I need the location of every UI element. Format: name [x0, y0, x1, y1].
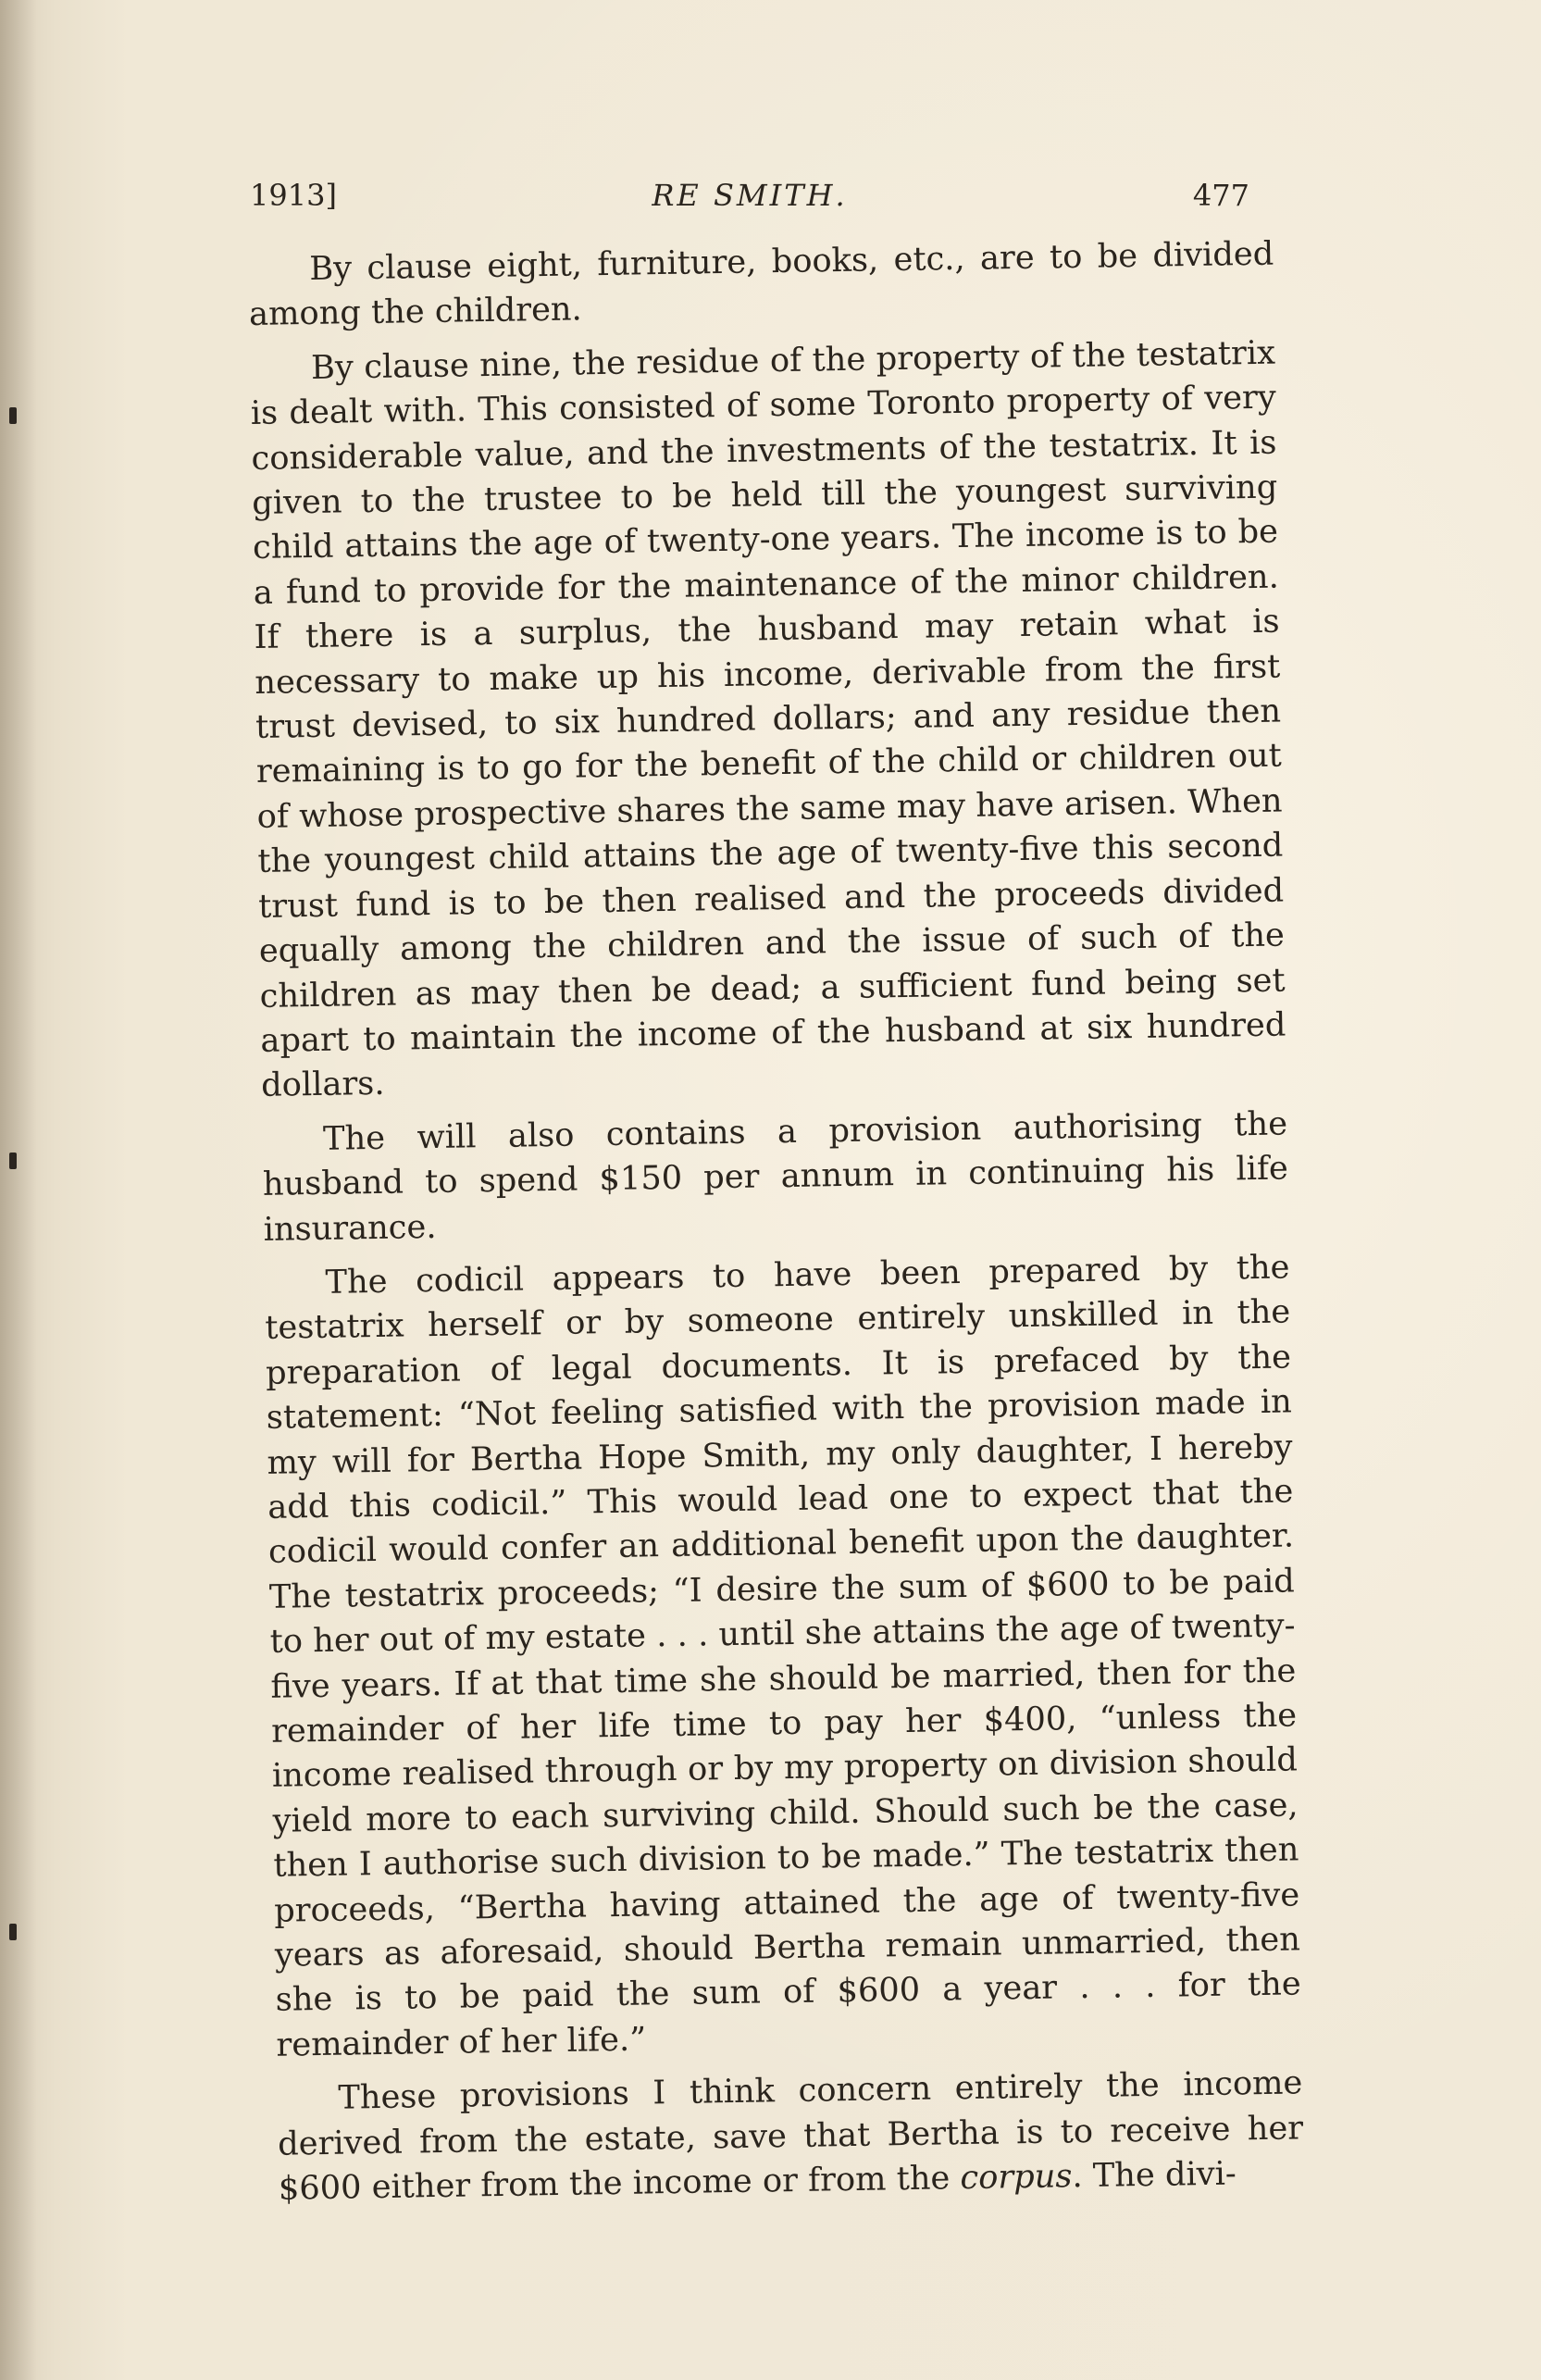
- header-year: 1913]: [250, 178, 337, 213]
- paragraph-clause-eight: By clause eight, furniture, books, etc., are to be divided among the children.: [248, 234, 1274, 334]
- running-header: [250, 178, 1249, 226]
- edge-mark: [9, 1153, 17, 1169]
- corpus-term: corpus: [960, 2157, 1073, 2198]
- provisions-text: These provisions I think concern entirely the income derived from the estate, save that Bertha is to receive her $600 either from the income or from the: [277, 2063, 1304, 2208]
- page-number: 477: [1192, 178, 1249, 213]
- paragraph-codicil: The codicil appears to have been prepared by the testatrix herself or by someone entirely unskilled in the preparation of legal documents. It is prefaced by the statement: “Not feeling satisfied with the provision made in my will for Bertha Hope Smith, my only daughter, I hereby add this codicil.” This would lead one to expect that the codicil would confer an additional benefit upon the daughter. The testatrix proceeds; “I desire the sum of $600 to be paid to her out of my estate . . . until she attains the age of twenty-five years. If at that time she should be married, then for the remainder of her life time to pay her $400, “unless the income realised through or by my property on division should yield more to each surviving child. Should such be the case, then I authorise such division to be made.” The testatrix then proceeds, “Bertha having attained the age of twenty-five years as aforesaid, should Bertha remain unmarried, then she is to be paid the sum of $600 a year . . . for the remainder of her life.”: [265, 1248, 1301, 2064]
- provisions-text-end: . The divi-: [1072, 2154, 1237, 2196]
- paragraph-clause-nine: By clause nine, the residue of the property of the testatrix is dealt with. This consisted of some Toronto property of very considerable value, and the investments of the testatrix. It is given to the trustee to be held till the youngest surviving child attains the age of twenty-one years. The income is to be a fund to provide for the maintenance of the minor children. If there is a surplus, the husband may retain what is necessary to make up his income, derivable from the first trust devised, to six hundred dollars; and any residue then remaining is to go for the benefit of the child or children out of whose prospective shares the same may have arisen. When the youngest child attains the age of twenty-five this second trust fund is to be then realised and the proceeds divided equally among the children and the issue of such of the children as may then be dead; a sufficient fund being set apart to maintain the income of the husband at six hundred dollars.: [250, 333, 1286, 1105]
- paragraph-life-insurance: The will also contains a provision authorising the husband to spend $150 per annum in continuing his life insurance.: [262, 1104, 1289, 1249]
- gutter-shadow: [0, 0, 37, 2380]
- edge-mark: [9, 1924, 17, 1940]
- edge-mark: [9, 407, 17, 424]
- body-text: [248, 232, 1304, 2222]
- header-title: RE SMITH.: [652, 178, 848, 213]
- paragraph-provisions: [277, 2062, 1304, 2212]
